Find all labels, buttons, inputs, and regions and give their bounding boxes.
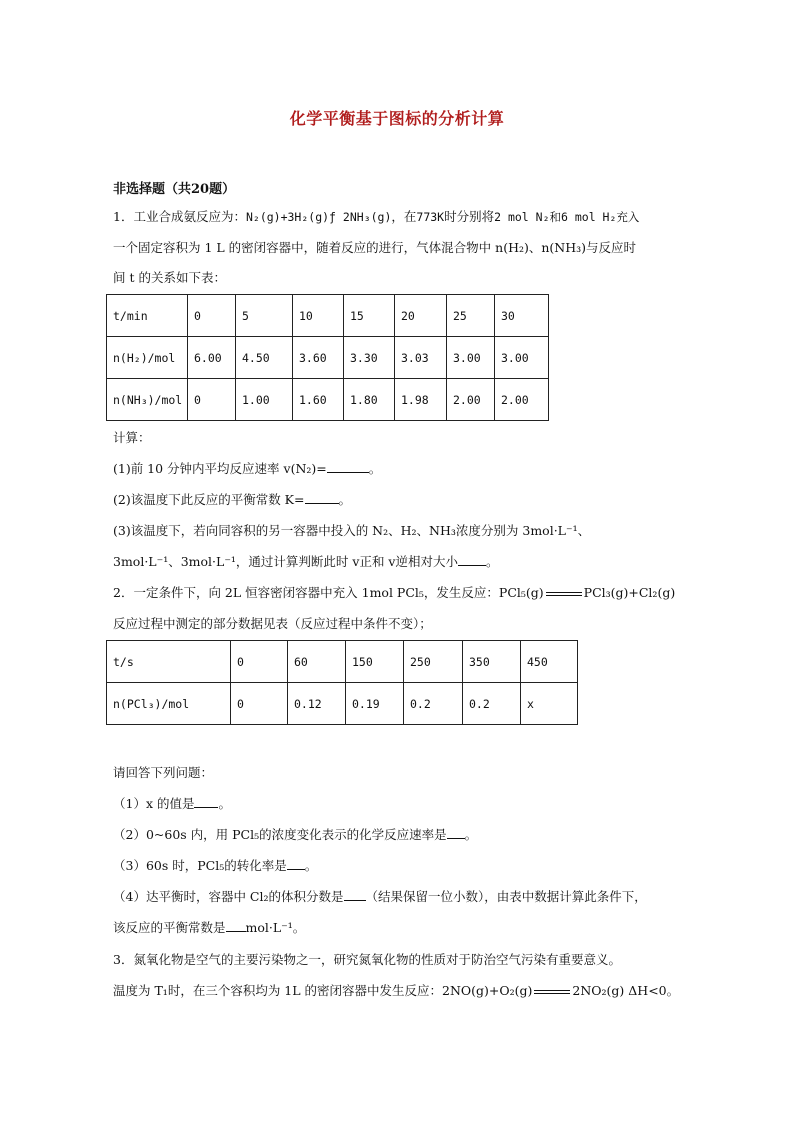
q2-part-4b: 该反应的平衡常数是 mol·L⁻¹。 xyxy=(113,920,306,935)
q2-part-2: （2）0~60s 内，用 PCl₅的浓度变化表示的化学反应速率是 。 xyxy=(113,827,478,842)
page-title: 化学平衡基于图标的分析计算 xyxy=(289,109,505,128)
equilibrium-arrow-icon xyxy=(544,589,584,599)
table-row: n(NH₃)/mol 0 1.00 1.60 1.80 1.98 2.00 2.00 xyxy=(107,379,549,421)
equilibrium-arrow-icon xyxy=(532,987,572,997)
table-row: t/min 0 5 10 15 20 25 30 xyxy=(107,295,549,337)
q1-data-table xyxy=(106,294,549,421)
answer-blank xyxy=(327,461,369,473)
q2-part-3: （3）60s 时，PCl₅的转化率是 。 xyxy=(113,858,318,873)
q1-part-3b: 3mol·L⁻¹、3mol·L⁻¹，通过计算判断此时 v正和 v逆相对大小 。 xyxy=(113,554,499,569)
answer-blank xyxy=(447,827,465,839)
answer-blank xyxy=(287,858,305,870)
answer-blank xyxy=(458,554,486,566)
q1-line-3: 间 t 的关系如下表： xyxy=(113,270,226,285)
q2-part-4a: （4）达平衡时，容器中 Cl₂的体积分数是 （结果保留一位小数），由表中数据计算此条件下， xyxy=(113,889,647,904)
answer-blank xyxy=(305,492,339,504)
q2-line-1: 2．一定条件下，向 2L 恒容密闭容器中充入 1mol PCl₅，发生反应：PCl₅(g) PCl₃(g)+Cl₂(g) xyxy=(113,585,676,600)
answer-blank xyxy=(194,796,218,808)
q2-part-1: （1）x 的值是 。 xyxy=(113,796,231,811)
q1-equation: N₂(g)+3H₂(g)ƒ 2NH₃(g) xyxy=(245,210,392,224)
answer-blank xyxy=(226,920,246,932)
q3-line-2: 温度为 T₁时，在三个容积均为 1L 的密闭容器中发生反应：2NO(g)+O₂(g) 2NO₂(g) ΔH<0。 xyxy=(113,983,680,998)
section-heading: 非选择题（共20题） xyxy=(113,182,236,197)
q1-part-3a: (3)该温度下，若向同容积的另一容器中投入的 N₂、H₂、NH₃浓度分别为 3mol·L⁻¹、 xyxy=(113,523,591,538)
table-row: n(PCl₃)/mol 0 0.12 0.19 0.2 0.2 x xyxy=(107,683,578,725)
q2-line-2: 反应过程中测定的部分数据见表（反应过程中条件不变）； xyxy=(113,616,432,631)
q1-part-2: (2)该温度下此反应的平衡常数 K= 。 xyxy=(113,492,352,507)
table-row: t/s 0 60 150 250 350 450 xyxy=(107,641,578,683)
q1-line-2: 一个固定容积为 1 L 的密闭容器中，随着反应的进行，气体混合物中 n(H₂)、n(NH₃)与反应时 xyxy=(113,240,637,255)
q1-part-1: (1)前 10 分钟内平均反应速率 v(N₂)= 。 xyxy=(113,461,382,476)
q3-line-1: 3．氮氧化物是空气的主要污染物之一，研究氮氧化物的性质对于防治空气污染有重要意义。 xyxy=(113,952,621,967)
q1-calc-label: 计算： xyxy=(113,430,151,445)
table-row: n(H₂)/mol 6.00 4.50 3.60 3.30 3.03 3.00 3.00 xyxy=(107,337,549,379)
q2-prompt: 请回答下列问题： xyxy=(113,765,214,780)
q1-line-1: 1．工业合成氨反应为：N₂(g)+3H₂(g)ƒ 2NH₃(g)，在773K时分别将2 mol N₂和6 mol H₂充入 xyxy=(113,209,640,224)
answer-blank xyxy=(344,889,366,901)
q2-data-table xyxy=(106,640,578,725)
